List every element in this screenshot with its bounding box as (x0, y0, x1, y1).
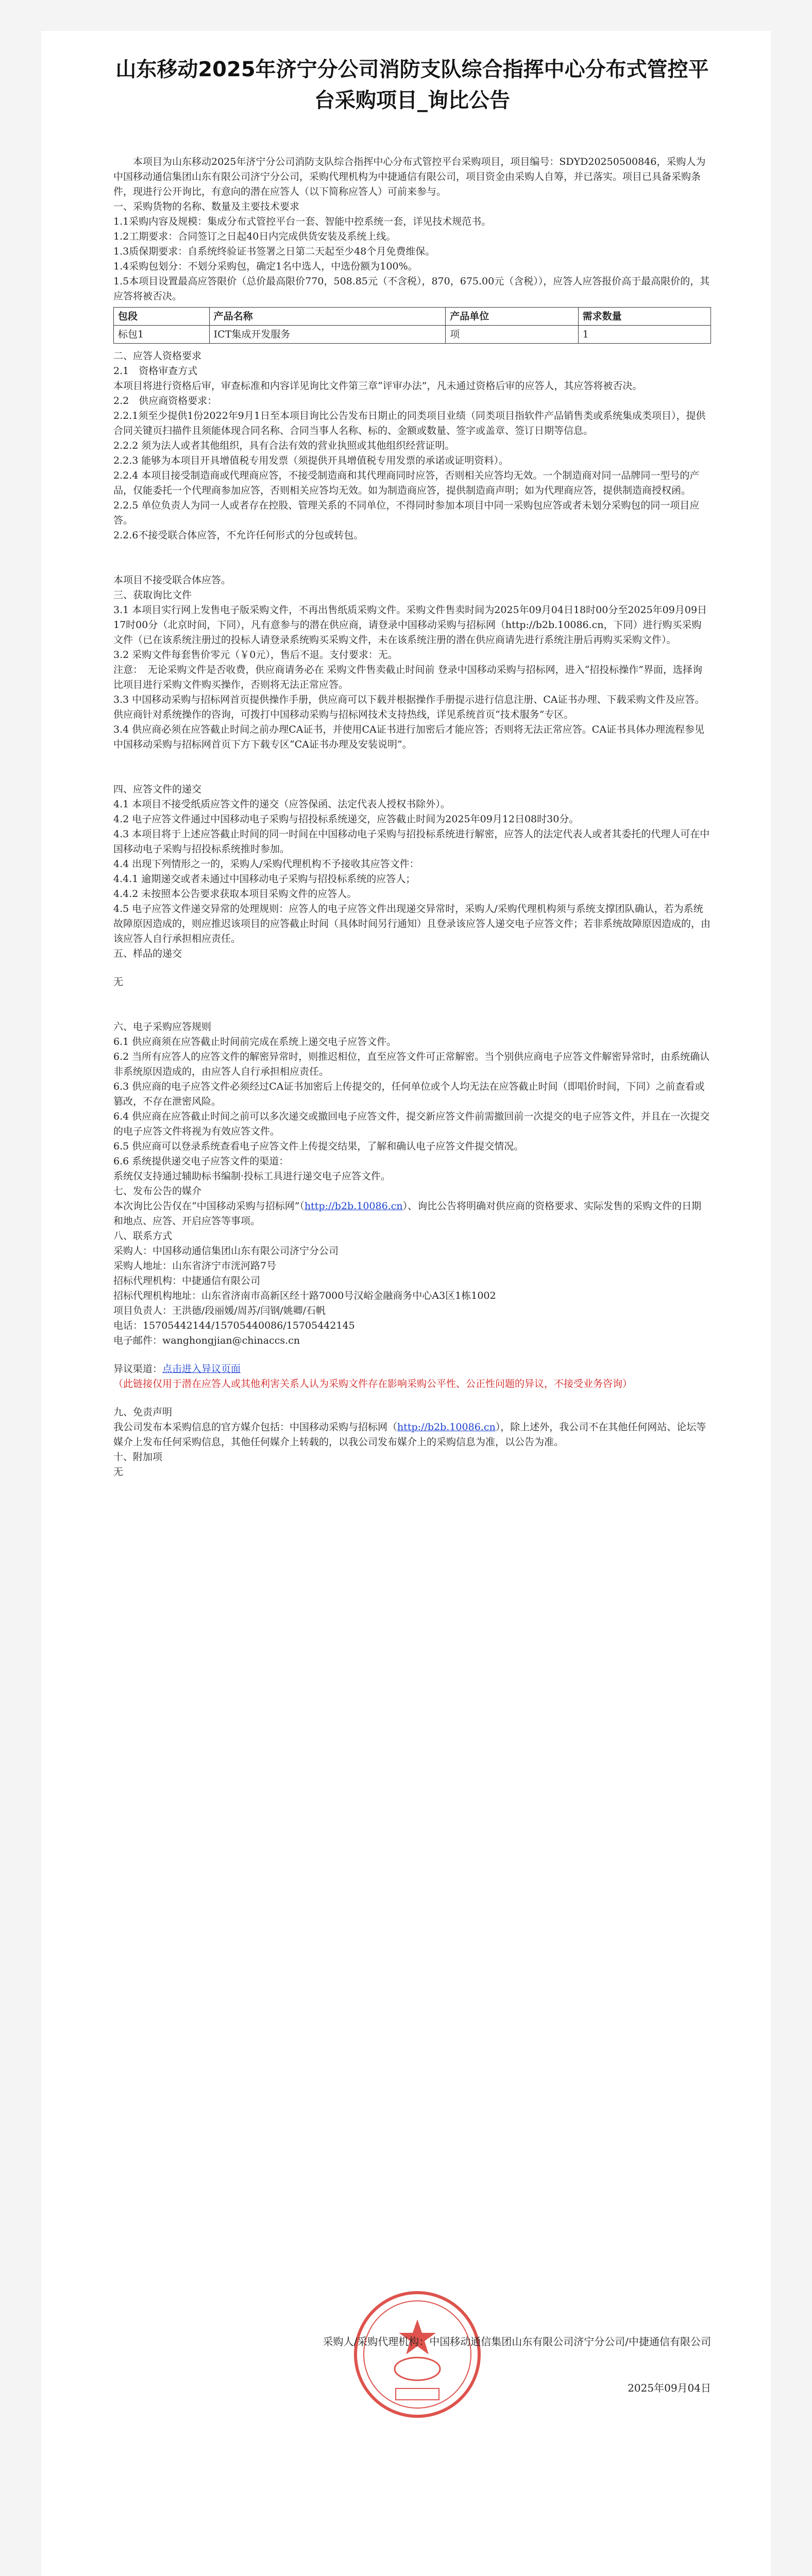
s3-item-4: 3.3 中国移动采购与招标网首页提供操作手册，供应商可以下载并根据操作手册提示进行信息注册、CA证书办理、下载采购文件及应答。 (113, 694, 705, 705)
official-media-link[interactable]: http://b2b.10086.cn (397, 1421, 496, 1433)
s3-item-6: 3.4 供应商必须在应答截止时间之前办理CA证书，并使用CA证书进行加密后才能应答；否则将无法正常应答。CA证书具体办理流程参见中国移动采购与招标网首页下方下载专区“CA证书办理及安装说明”。 (113, 724, 705, 750)
s1-item-1: 1.1采购内容及规模：集成分布式管控平台一套、智能中控系统一套，详见技术规范书。 (113, 216, 492, 227)
s7-content (113, 1199, 711, 1229)
s2-item-6: 2.2.3 能够为本项目开具增值税专用发票（须提供开具增值税专用发票的承诺或证明资料）。 (113, 455, 509, 466)
contact-purchaser-address: 采购人地址：山东省济宁市洸河路7号 (113, 1260, 277, 1272)
procurement-site-link[interactable]: http://b2b.10086.cn (304, 1200, 403, 1212)
table-cell: 项 (446, 326, 578, 344)
s4-item-3: 4.3 本项目将于上述应答截止时间的同一时间在中国移动电子采购与招投标系统进行解密，应答人的法定代表人或者其委托的代理人可在中国移动电子采购与招投标系统推时参加。 (113, 828, 710, 855)
section-3-heading: 三、获取询比文件 (113, 589, 192, 601)
objection-link[interactable]: 点击进入异议页面 (162, 1363, 241, 1375)
section-4-heading: 四、应答文件的递交 (113, 784, 202, 795)
s1-item-2: 1.2工期要求：合同签订之日起40日内完成供货安装及系统上线。 (113, 231, 396, 242)
s3-item-2: 3.2 采购文件每套售价零元（￥0元），售后不退。支付要求：无。 (113, 649, 398, 660)
section-2-heading: 二、应答人资格要求 (113, 350, 202, 362)
s6-item-5: 6.5 供应商可以登录系统查看电子应答文件上传提交结果，了解和确认电子应答文件提交情况。 (113, 1141, 524, 1152)
contact-phone: 电话：15705442144/15705440086/15705442145 (113, 1320, 355, 1331)
s6-item-3: 6.3 供应商的电子应答文件必须经过CA证书加密后上传提交的，任何单位或个人均无法在应答截止时间（即唱价时间，下同）之前查看或篡改，不存在泄密风险。 (113, 1081, 705, 1107)
contact-project-lead: 项目负责人：王洪德/段丽媛/周苏/闫钢/姚卿/石帆 (113, 1305, 326, 1316)
section-9-heading: 九、免责声明 (113, 1406, 173, 1418)
contact-email: 电子邮件：wanghongjian@chinaccs.cn (113, 1335, 300, 1346)
s6-item-4: 6.4 供应商在应答截止时间之前可以多次递交或撤回电子应答文件，提交新应答文件前需撤回前一次提交的电子应答文件，并且在一次提交的电子应答文件将视为有效应答文件。 (113, 1111, 710, 1137)
s2-item-3: 2.2 供应商资格要求： (113, 395, 217, 406)
package-table (113, 307, 711, 344)
s2-item-1: 2.1 资格审查方式 (113, 365, 198, 377)
s2-item-2: 本项目将进行资格后审，审查标准和内容详见询比文件第三章“评审办法”，凡未通过资格后审的应答人，其应答将被否决。 (113, 380, 642, 392)
document-page (41, 31, 771, 2576)
s6-item-1: 6.1 供应商须在应答截止时间前完成在系统上递交电子应答文件。 (113, 1036, 397, 1047)
table-header-cell: 需求数量 (578, 308, 711, 326)
s9-text-before: 我公司发布本采购信息的官方媒介包括：中国移动采购与招标网（ (113, 1421, 398, 1433)
s2-item-4: 2.2.1须至少提供1份2022年9月1日至本项目询比公告发布日期止的同类项目业绩（同类项目指软件产品销售类或系统集成类项目），提供合同关键页扫描件且须能体现合同名称、合同当事人名称、标的、金额或数量、签字或盖章、签订日期等信息。 (113, 410, 706, 436)
s3-item-3: 注意： 无论采购文件是否收费，供应商请务必在 采购文件售卖截止时间前 登录中国移动采购与招标网，进入“招投标操作”界面，选择询比项目进行采购文件购买操作，否则将无法正常应答。 (113, 664, 703, 690)
s7-text-before: 本次询比公告仅在“中国移动采购与招标网”（ (113, 1200, 304, 1212)
s4-item-1: 4.1 本项目不接受纸质应答文件的递交（应答保函、法定代表人授权书除外）。 (113, 799, 450, 810)
s9-text-after: ），除上述外，我公司不在其他任何网站、论坛等媒介上发布任何采购信息，其他任何媒介上转载的，以我公司发布媒介上的采购信息为准，以公告为准。 (113, 1421, 706, 1448)
s6-item-7: 系统仅支持通过辅助标书编制·投标工具进行递交电子应答文件。 (113, 1171, 391, 1182)
s9-content (113, 1420, 711, 1450)
s6-item-2: 6.2 当所有应答人的应答文件的解密异常时，则推迟相位，直至应答文件可正常解密。当个别供应商电子应答文件解密异常时，由系统确认非系统原因造成的，由应答人自行承担相应责任。 (113, 1051, 710, 1077)
s6-item-6: 6.6 系统提供递交电子应答文件的渠道： (113, 1156, 289, 1167)
s1-item-3: 1.3质保期要求：自系统终验证书签署之日第二天起至少48个月免费维保。 (113, 246, 435, 257)
table-header-cell: 产品单位 (446, 308, 578, 326)
s4-item-5: 4.4.1 逾期递交或者未通过中国移动电子采购与招投标系统的应答人； (113, 873, 416, 885)
seal-center-oval (395, 2358, 440, 2380)
table-header-cell: 产品名称 (209, 308, 446, 326)
table-cell: 1 (578, 326, 711, 344)
joint-bid-note: 本项目不接受联合体应答。 (113, 574, 231, 586)
section-10-heading: 十、附加项 (113, 1451, 163, 1463)
s7-text-after: ）、询比公告将明确对供应商的资格要求、实际发售的采购文件的日期和地点、应答、开启应答等事项。 (113, 1200, 702, 1227)
section-7-heading: 七、发布公告的媒介 (113, 1185, 202, 1197)
s10-content: 无 (113, 1466, 124, 1478)
s2-item-7: 2.2.4 本项目接受制造商或代理商应答，不接受制造商和其代理商同时应答，否则相关应答均无效。一个制造商对同一品牌同一型号的产品，仅能委托一个代理商参加应答，否则相关应答均无效。如为制造商应答，提供制造商声明；如为代理商应答，提供制造商授权函。 (113, 470, 700, 496)
signers-line: 采购人/采购代理机构：中国移动通信集团山东有限公司济宁分公司/中捷通信有限公司 (323, 2335, 711, 2348)
seal-outer-ring (356, 2293, 479, 2416)
table-header-cell: 包段 (114, 308, 210, 326)
s3-item-1: 3.1 本项目实行网上发售电子版采购文件，不再出售纸质采购文件。采购文件售卖时间为2025年09月04日18时00分至2025年09月09日17时00分（北京时间，下同），凡有意参与的潜在供应商，请登录中国移动采购与招标网（http://b2b.10086.cn，下同）进行购买采购文件（已在该系统注册过的投标人请登录系统购买采购文件，未在该系统注册的潜在供应商请先进行系统注册后再购买采购文件）。 (113, 604, 707, 646)
objection-label: 异议渠道： (113, 1363, 163, 1375)
s4-item-6: 4.4.2 未按照本公告要求获取本项目采购文件的应答人。 (113, 888, 357, 900)
table-row (114, 326, 711, 344)
table-header-row (114, 308, 711, 326)
s4-item-4: 4.4 出现下列情形之一的，采购人/采购代理机构不予接收其应答文件： (113, 858, 419, 870)
s4-item-2: 4.2 电子应答文件通过中国移动电子采购与招投标系统递交，应答截止时间为2025年09月12日08时30分。 (113, 814, 579, 825)
contact-purchaser: 采购人：中国移动通信集团山东有限公司济宁分公司 (113, 1245, 339, 1257)
section-6-heading: 六、电子采购应答规则 (113, 1021, 212, 1032)
objection-warning: （此链接仅用于潜在应答人或其他利害关系人认为采购文件存在影响采购公平性、公正性问题的异议，不接受业务咨询） (113, 1378, 633, 1389)
section-8-heading: 八、联系方式 (113, 1230, 173, 1242)
s5-content: 无 (113, 976, 124, 988)
objection-channel (113, 1362, 711, 1377)
publish-date: 2025年09月04日 (628, 2382, 711, 2394)
s4-item-7: 4.5 电子应答文件递交异常的处理规则：应答人的电子应答文件出现递交异常时，采购人/采购代理机构须与系统支撑团队确认，若为系统故障原因造成的，则应推迟该项目的应答截止时间（具体时间另行通知）且登录该应答人递交电子应答文件；若非系统故障原因造成的，由该应答人自行承担相应责任。 (113, 903, 711, 944)
official-seal (350, 2287, 484, 2421)
contact-agency: 招标代理机构：中捷通信有限公司 (113, 1275, 261, 1286)
s3-item-5: 供应商针对系统操作的咨询，可拨打中国移动采购与招标网技术支持热线，详见系统首页“技术服务”专区。 (113, 709, 574, 720)
s1-item-5: 1.5本项目设置最高应答限价（总价最高限价770，508.85元（不含税），870，675.00元（含税）），应答人应答报价高于最高限价的，其应答将被否决。 (113, 276, 710, 302)
s2-item-9: 2.2.6不接受联合体应答，不允许任何形式的分包或转包。 (113, 530, 364, 541)
table-cell: 标包1 (114, 326, 210, 344)
page-title: 山东移动2025年济宁分公司消防支队综合指挥中心分布式管控平台采购项目_询比公告 (115, 58, 709, 112)
section-1-heading: 一、采购货物的名称、数量及主要技术要求 (113, 201, 300, 212)
seal-graphic (350, 2287, 484, 2421)
s2-item-8: 2.2.5 单位负责人为同一人或者存在控股、管理关系的不同单位，不得同时参加本项目中同一采购包应答或者未划分采购包的同一项目应答。 (113, 500, 700, 526)
intro-paragraph: 本项目为山东移动2025年济宁分公司消防支队综合指挥中心分布式管控平台采购项目，项目编号：SDYD20250500846，采购人为中国移动通信集团山东有限公司济宁分公司，采购代理机构为中捷通信有限公司，项目资金由采购人自筹，并已落实。项目已具备采购条件，现进行公开询比，有意向的潜在应答人（以下简称应答人）可前来参与。 (113, 156, 706, 197)
s2-item-5: 2.2.2 须为法人或者其他组织，具有合法有效的营业执照或其他组织经营证明。 (113, 440, 455, 451)
notice-body (113, 155, 711, 1480)
contact-agency-address: 招标代理机构地址：山东省济南市高新区经十路7000号汉峪金融商务中心A3区1栋1002 (113, 1290, 496, 1301)
table-cell: ICT集成开发服务 (209, 326, 446, 344)
section-5-heading: 五、样品的递交 (113, 948, 182, 959)
s1-item-4: 1.4采购包划分：不划分采购包，确定1名中选人，中选份额为100%。 (113, 261, 418, 272)
